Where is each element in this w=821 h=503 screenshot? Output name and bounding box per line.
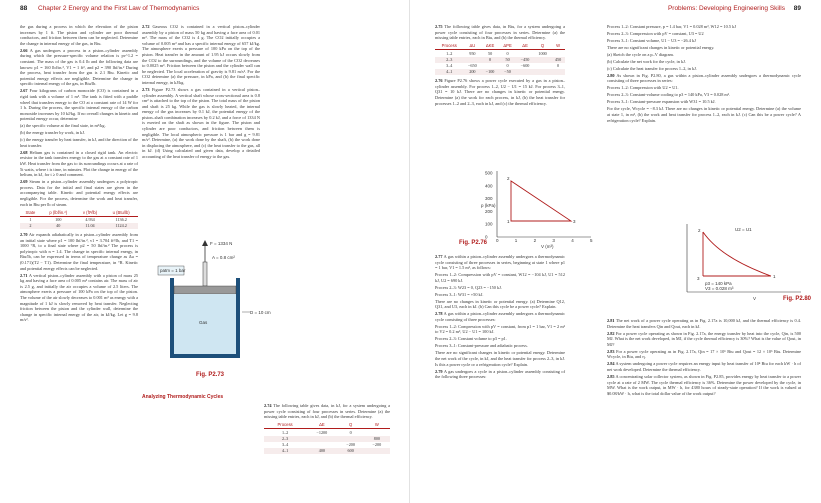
problem-paragraph (607, 31, 801, 37)
problem-text: Process 2–3: Constant-volume cooling to p3 = 140 kPa, V3 = 0.028 m³. (607, 92, 731, 98)
p276-y-tick: 0 (485, 234, 488, 240)
table-header-row (264, 422, 390, 429)
table-header-cell: v (ft³/lb) (76, 209, 105, 216)
table-row (435, 69, 565, 75)
table-cell: 0 (506, 50, 509, 56)
p280-xlabel: V (753, 296, 757, 301)
p276-y-tick: 300 (485, 196, 493, 202)
problem-text: the gas during a process in which the elevation of the piston increases by 1 ft. The piston and cylinder are poor thermal conductors, and friction between them can be neglected. Determine the change in internal energy of the gas, in Btu. (20, 24, 138, 46)
problem-number: 2.67 (20, 88, 28, 94)
table-cell (516, 50, 534, 57)
problem-number: 2.85 (607, 373, 615, 379)
left-column-2 (142, 24, 260, 161)
problem-number: 2.73 (142, 86, 150, 92)
problem-paragraph (435, 78, 565, 106)
table-header-cell: ΔPE (499, 43, 516, 50)
problem-list (20, 232, 138, 323)
right-column-2-lower (607, 318, 801, 398)
table-cell: −200 (372, 442, 382, 448)
table-cell: 100 (55, 217, 62, 223)
right-chapter-title: Problems: Developing Engineering Skills (667, 5, 785, 12)
problem-text: Process 3–1: Constant volume, U1 − U3 = −26.4 kJ (607, 37, 696, 43)
p276-y-tick: 400 (485, 183, 493, 189)
figure-caption-p2-73: Fig. P2.73 (196, 372, 225, 378)
problem-paragraph (607, 24, 801, 30)
problem-number: 2.66 (20, 47, 28, 53)
problem-list (264, 403, 390, 420)
problem-text: Air expands adiabatically in a piston–cylinder assembly from an initial state where p1 = 100 lbf/in.², v1 = 3.704 ft³/lb, and T1 = 1000 °R, to a final state where p2 = 50 lbf/in.² The process is polytropic with n = 1.4. The change in specific internal energy, in Btu/lb, can be expressed in terms of temperature change as Δu = (0.171)(T2 − T1). Determine the final temperature, in °R. Kinetic and potential energy effects can be neglected. (20, 232, 138, 271)
table-cell: 800 (364, 436, 390, 442)
table-header-cell: State (20, 209, 41, 216)
problem-list (142, 24, 260, 160)
cylinder-base (170, 354, 240, 358)
problem-text: Figure P2.73 shows a gas contained in a vertical piston–cylinder assembly. A vertical shaft whose cross-sectional area is 0.8 cm² is attached to the top of the piston. The total mass of the piston and shaft is 25 kg. While the gas is slowly heated, the internal energy of the gas increases by 0.1 kJ, the potential energy of the piston–shaft combination increases by 0.2 kJ, and a force of 1334 N is exerted on the shaft as shown in the figure. The piston and cylinder are poor conductors, and friction between them is negligible. The local atmospheric pressure is 1 bar and g = 9.81 m/s². Determine, (a) the work done by the shaft, (b) the work done in displacing the atmosphere, and (c) the heat transfer to the gas, all in kJ. (d) Using calculated and given data, develop a detailed accounting of the heat transfer of energy to the gas. (142, 86, 261, 160)
problem-text: There are no changes in kinetic or potential energy. (a) Determine Q12, Q31, and U3, each in kJ. (b) Can this cycle be a power cycle? Explain. (435, 298, 565, 310)
shaft (203, 262, 207, 286)
table-header-cell: Q (534, 43, 551, 50)
table-cell: 1124.2 (104, 223, 138, 229)
problem-paragraph (435, 350, 565, 367)
right-running-header (411, 5, 821, 17)
p276-xlabel: V (m³) (541, 244, 554, 249)
table-cell: −200 (346, 442, 355, 448)
table-cell: 2–3 (264, 436, 306, 442)
problem-text: Steam in a piston–cylinder assembly undergoes a polytropic process. Data for the initial and final states are given in the accompanying table. Kinetic and potential energy effects are negligible. For the process, determine the work and heat transfer, each in Btu per lb of steam. (20, 179, 138, 207)
problem-list (435, 78, 565, 106)
problem-paragraph (435, 369, 565, 380)
table-cell: 0 (349, 429, 352, 435)
p276-point-2: 2 (507, 176, 510, 181)
problem-paragraph (607, 106, 801, 123)
problem-paragraph (435, 324, 565, 335)
problem-paragraph (20, 24, 138, 46)
table-cell: 1 (29, 217, 32, 223)
problem-paragraph (607, 59, 801, 65)
figure-p2-73 (150, 238, 280, 378)
problem-paragraph (435, 254, 565, 271)
problem-paragraph (607, 85, 801, 91)
table-cell: 4–1 (435, 69, 464, 75)
table-cell: −1200 (316, 429, 328, 435)
problem-paragraph (607, 45, 801, 51)
patm-label: patm = 1 bar (160, 268, 186, 273)
cycle-table-2-74 (264, 422, 390, 454)
problem-text: Process 1–2: Compression with pV = constant, from p1 = 1 bar, V1 = 2 m³ to V2 = 0.2 m³, U2 − U1 = 100 kJ. (435, 323, 565, 335)
problem-paragraph (607, 99, 801, 105)
table-cell: 3–4 (446, 63, 453, 69)
table-cell: −600 (520, 63, 530, 69)
table-cell: 11.04 (76, 223, 105, 229)
p276-ylabel: p (kPa) (481, 203, 496, 208)
problem-paragraph (435, 292, 565, 298)
table-cell (534, 69, 551, 75)
table-cell: 1–2 (446, 50, 453, 56)
problem-text: Process 3–1: Constant-pressure expansion with W31 = 10.5 kJ. (607, 99, 716, 105)
problem-text: A system undergoing a power cycle requires an energy input by heat transfer of 10⁴ Btu for each kW · h of net work developed. Determine the thermal efficiency. (607, 361, 801, 372)
table-cell: −450 (516, 57, 534, 63)
right-column-1-lower (435, 254, 565, 381)
left-column-2-lower (142, 392, 260, 403)
cylinder-left-wall (170, 278, 174, 354)
table-header-cell: Q (338, 422, 364, 429)
p280-process-1-2 (703, 232, 771, 276)
table-header-row (20, 209, 138, 216)
table-cell: 600 (338, 448, 364, 454)
table-header-cell: ΔE (306, 422, 337, 429)
problem-text: Process 1–2: Constant pressure, p = 1.4 bar, V1 = 0.028 m³, W12 = 10.5 kJ (607, 24, 736, 29)
problem-number: 2.81 (607, 318, 615, 323)
p280-point-2: 2 (698, 228, 701, 233)
problem-text: For a power cycle operating as in Fig. 2.17a, Qin = 17 × 10⁶ Btu and Qout = 12 × 10⁶ Btu. Determine Wcycle, in Btu, and η. (607, 348, 802, 360)
problem-paragraph (607, 331, 801, 348)
problem-number: 2.80 (607, 72, 615, 78)
problem-text: Process 1–2: Compression with U2 = U1. (607, 85, 679, 91)
table-header-row (435, 43, 565, 50)
left-running-header (0, 5, 409, 17)
table-cell: 0 (557, 63, 560, 69)
p276-tick-labels (485, 171, 593, 244)
table-header-cell: Process (264, 422, 306, 429)
p276-y-tick: 200 (485, 208, 493, 214)
table-cell: 0 (506, 63, 509, 69)
p276-x-tick: 3 (552, 238, 555, 243)
table-header-cell: ΔU (464, 43, 482, 50)
problem-paragraph (20, 48, 138, 87)
problem-number: 2.77 (435, 254, 443, 259)
problem-paragraph (20, 130, 138, 136)
p276-x-tick: 2 (533, 238, 537, 243)
problem-text: (a) Sketch the cycle on a p–V diagram. (607, 51, 674, 57)
problem-paragraph (607, 349, 801, 360)
problem-text: For the cycle, Wcycle = −8.3 kJ. There are no changes in kinetic or potential energy. Determine (a) the volume at state 1, in m³, (b) the work and heat transfer for process 1–2, each in kJ. (c) Can this be a power cycle? A refrigeration cycle? Explain. (607, 106, 801, 123)
problem-text: A gas within a piston–cylinder assembly undergoes a thermodynamic cycle consisting of three processes in series, beginning at state 1 where p1 = 1 bar, V1 = 1.5 m³, as follows: (435, 254, 565, 271)
problem-paragraph (607, 318, 801, 329)
table-row (20, 223, 138, 229)
table-cell: 4.934 (85, 217, 95, 223)
section-heading: Analyzing Thermodynamic Cycles (142, 394, 224, 400)
problem-number: 2.72 (142, 24, 150, 29)
table-cell: 2 (20, 223, 41, 229)
problem-text: (c) the energy transfer by heat transfer, in kJ, and the direction of the heat transfer. (20, 137, 138, 148)
problem-text: Process 3–1: Constant-pressure and adiabatic process. (435, 343, 528, 349)
problem-number: 2.84 (607, 361, 615, 367)
problem-text: A concentrating solar collector system, as shown in Fig. P2.85, provides energy by heat transfer to a power cycle at a rate of 2 MW. The cycle thermal efficiency is 36%. Determine the power developed by the cycle, in MW. What is the work output, in MW · h, for 4380 hours of steady-state operation? If the work is valued at $0.08/kW · h, what is the total dollar value of the work output? (607, 373, 802, 396)
problem-number: 2.68 (20, 149, 28, 155)
p276-x-tick: 1 (514, 238, 518, 243)
table-cell: 4–1 (264, 448, 306, 454)
problem-paragraph (435, 285, 565, 291)
figure-p2-76 (481, 165, 601, 250)
table-cell: 950 (469, 50, 476, 56)
area-label: A = 0.8 cm² (212, 255, 235, 260)
table-header-cell: p (lbf/in.²) (41, 209, 76, 216)
problem-number: 2.78 (435, 311, 443, 317)
table-body (435, 50, 565, 75)
problem-paragraph (264, 403, 390, 420)
problem-text: Process 2–3: Compression with pV = constant, U3 = U2 (607, 30, 704, 36)
p276-x-tick: 5 (590, 238, 593, 243)
problem-paragraph (142, 24, 260, 86)
problem-text: (a) the specific volume at the final state, in m³/kg. (20, 123, 106, 129)
table-header-cell: u (Btu/lb) (104, 209, 138, 216)
table-cell (364, 448, 390, 454)
right-column-1 (435, 24, 565, 107)
problem-text: A gas undergoes a cycle in a piston–cylinder assembly consisting of the following three processes: (435, 368, 565, 380)
table-header-cell: ΔKE (481, 43, 499, 50)
problem-text: Four kilograms of carbon monoxide (CO) is contained in a rigid tank with a volume of 1 m³. The tank is fitted with a paddle wheel that transfers energy to the CO at a constant rate of 14 W for 1 h. During the process, the specific internal energy of the carbon monoxide increases by 10 kJ/kg. If no overall changes in kinetic and potential energy occur, determine (20, 88, 138, 122)
problem-list (607, 318, 801, 396)
left-column-3-lower (264, 403, 390, 457)
table-cell: −650 (468, 63, 477, 69)
problem-paragraph (435, 311, 565, 322)
problem-list (435, 254, 565, 380)
problem-paragraph (607, 66, 801, 72)
problem-text: Process 2–3: Constant volume to p3 = p1. (435, 336, 507, 342)
p280-top-label: U2 = U1 (735, 227, 752, 232)
problem-list (20, 24, 138, 207)
table-cell: 1136.2 (115, 217, 127, 223)
problem-number: 2.83 (607, 348, 615, 354)
p280-bottom-label-2: V3 = 0.028 m³ (705, 286, 734, 291)
table-cell: 0 (481, 57, 499, 63)
problem-paragraph (435, 272, 565, 283)
problem-text: A gas within a piston–cylinder assembly undergoes a thermodynamic cycle consisting of three processes: (435, 311, 565, 322)
problem-paragraph (607, 38, 801, 44)
problem-text: The net work of a power cycle operating as in Fig. 2.17a is 10,000 kJ, and the thermal efficiency is 0.4. Determine the heat transfers Qin and Qout, each in kJ. (607, 318, 802, 329)
problem-number: 2.71 (20, 272, 28, 278)
table-cell: 50 (499, 57, 516, 63)
left-column-1 (20, 24, 138, 324)
problem-text: The following table gives data, in Btu, for a system undergoing a power cycle consisting of four processes in series. Determine (a) the missing table entries, each in Btu, and (b) the thermal efficiency. (435, 24, 565, 41)
problem-text: Figure P2.76 shows a power cycle executed by a gas in a piston–cylinder assembly. For process 1–2, U2 − U1 = 15 kJ. For process 3–1, Q31 = 10 kJ. There are no changes in kinetic or potential energy. Determine (a) the work for each process, in kJ, (b) the heat transfer for processes 1–2 and 2–3, each in kJ, and (c) the thermal efficiency. (435, 78, 566, 106)
gas-label: Gas (199, 320, 208, 325)
problem-text: Helium gas is contained in a closed rigid tank. An electric resistor in the tank transfers energy to the gas at a constant rate of 1 kW. Heat transfer from the gas to its surroundings occurs at a rate of 5t watts, where t is time, in minutes. Plot the change in energy of the helium, in kJ, for t ≥ 0 and comment. (20, 149, 138, 178)
problem-number: 2.82 (607, 330, 615, 336)
left-chapter-title: Chapter 2 Energy and the First Law of Thermodynamics (38, 5, 200, 12)
right-column-2 (607, 24, 801, 125)
problem-paragraph (20, 232, 138, 271)
problem-paragraph (435, 24, 565, 41)
p280-bottom-label-1: p3 = 140 kPa (705, 281, 732, 286)
problem-number: 2.69 (20, 179, 28, 185)
cylinder-right-wall (236, 278, 240, 354)
table-cell (516, 69, 534, 75)
problem-paragraph (20, 123, 138, 129)
p276-point-3: 3 (573, 219, 576, 224)
figure-p2-80 (681, 222, 806, 302)
table-cell: 450 (551, 57, 565, 63)
problem-paragraph (607, 361, 801, 372)
p280-point-3: 3 (697, 276, 700, 281)
problem-list (607, 24, 801, 123)
problem-text: The following table gives data, in kJ, for a system undergoing a power cycle consisting of four processes in series. Determine (a) the missing table entries, each in kJ, and (b) the thermal efficiency. (264, 403, 391, 420)
table-cell (364, 429, 390, 436)
table-cell: 40 (41, 223, 76, 229)
force-arrow-head (202, 240, 208, 246)
table-cell: 3–4 (281, 442, 289, 448)
table-cell: −50 (499, 69, 516, 75)
problem-text: Process 1–2: Compression with pV = constant, W12 = −104 kJ, U1 = 512 kJ, U2 = 690 kJ. (435, 272, 565, 283)
problem-text: A vertical piston–cylinder assembly with a piston of mass 25 kg and having a face area of 0.005 m² contains air. The mass of air is 2.5 g, and initially the air occupies a volume of 2.5 liters. The atmosphere exerts a pressure of 100 kPa on the top of the piston. The volume of the air slowly decreases to 0.001 m³ as energy with a magnitude of 1 kJ is slowly removed by heat transfer. Neglecting friction between the piston and the cylinder wall, determine the change in specific internal energy of the air, in kJ/kg. Let g = 9.8 m/s². (20, 272, 138, 323)
problem-text: For a power cycle operating as shown in Fig. 2.17a, the energy transfer by heat into the cycle, Qin, is 500 MJ. What is the net work developed, in MJ, if the cycle thermal efficiency is 30%? What is the value of Qout, in MJ? (607, 330, 801, 347)
table-header-cell: ΔE (516, 43, 534, 50)
problem-text: Gaseous CO2 is contained in a vertical piston–cylinder assembly by a piston of mass 50 kg and having a face area of 0.01 m². The mass of the CO2 is 4 g. The CO2 initially occupies a volume of 0.005 m³ and has a specific internal energy of 657 kJ/kg. The atmosphere exerts a pressure of 100 kPa on the top of the piston. Heat transfer in the amount of 1.95 kJ occurs slowly from the CO2 to the surroundings, and the volume of the CO2 decreases to 0.0025 m³. Friction between the piston and the cylinder wall can be neglected. The local acceleration of gravity is 9.81 m/s². For the CO2 determine (a) the pressure, in kPa, and (b) the final specific internal energy, in kJ/kg. (142, 24, 260, 85)
table-cell: 1000 (538, 50, 547, 56)
p276-point-1: 1 (507, 219, 510, 224)
problem-list (435, 24, 565, 41)
table-cell: −100 (481, 69, 499, 75)
p276-x-tick: 4 (571, 238, 574, 243)
left-page-number: 88 (20, 5, 28, 12)
diameter-label: D = 10 cm (250, 310, 271, 315)
table-cell: 1–2 (281, 429, 289, 435)
problem-text: (c) Calculate the heat transfer for process 1–2, in kJ. (607, 65, 697, 71)
problem-paragraph (142, 87, 260, 160)
problem-text: A gas undergoes a process in a piston–cylinder assembly during which the pressure-specific volume relation is pv^1.2 = constant. The mass of the gas is 0.4 lb and the following data are known: p1 = 160 lbf/in.², V1 = 1 ft³, and p2 = 390 lbf/in.² During the process, heat transfer from the gas is 2.1 Btu. Kinetic and potential energy effects are negligible. Determine the change in specific internal energy of the gas, in Btu/lb. (20, 47, 138, 87)
steam-data-table (20, 209, 138, 229)
table-header-cell: W (364, 422, 390, 429)
figure-caption-p2-80: Fig. P2.80 (783, 296, 812, 302)
table-header-cell: Process (435, 43, 464, 50)
left-page (0, 0, 410, 503)
p276-y-tick: 500 (485, 170, 493, 176)
table-row (435, 50, 565, 57)
problem-paragraph (20, 273, 138, 323)
table-cell: 200 (464, 69, 482, 75)
table-cell (551, 50, 565, 57)
problem-paragraph (607, 52, 801, 58)
problem-text: (b) Calculate the net work for the cycle, in kJ. (607, 58, 686, 64)
problem-number: 2.74 (264, 403, 272, 408)
problem-paragraph (20, 137, 138, 148)
problem-text: Process 2–3: W23 = 0, Q23 = −150 kJ. (435, 284, 502, 290)
table-cell (551, 69, 565, 75)
table-body (20, 216, 138, 229)
table-cell: 400 (306, 448, 337, 454)
problem-paragraph (607, 374, 801, 396)
p276-cycle-path (511, 181, 571, 221)
problem-text: There are no significant changes in kinetic or potential energy. Determine the net work of the cycle, in kJ, and the heat transfer for process 2–3, in kJ. Is this a power cycle or a refrigeration cycle? Explain. (435, 350, 565, 367)
table-cell: 2–3 (435, 57, 464, 63)
p276-x-tick: 0 (496, 238, 499, 243)
table-cell: 50 (487, 50, 493, 56)
problem-paragraph (435, 343, 565, 349)
problem-paragraph (435, 299, 565, 310)
problem-number: 2.79 (435, 368, 443, 374)
right-page (411, 0, 821, 503)
problem-text: There are no significant changes in kinetic or potential energy. (607, 44, 715, 50)
right-page-number: 89 (793, 5, 801, 12)
problem-number: 2.76 (435, 78, 443, 84)
piston (174, 286, 236, 294)
problem-paragraph (20, 150, 138, 178)
problem-text: (b) the energy transfer by work, in kJ. (20, 130, 85, 136)
table-body (264, 429, 390, 454)
p276-y-tick: 100 (485, 221, 493, 227)
problem-text: Process 3–1: W31 = +50 kJ. (435, 291, 484, 297)
table-header-cell: W (551, 43, 565, 50)
problem-number: 2.75 (435, 24, 443, 29)
table-row (264, 429, 390, 436)
problem-paragraph (607, 92, 801, 98)
figure-caption-p2-76: Fig. P2.76 (459, 240, 488, 246)
problem-number: 2.70 (20, 232, 28, 238)
p280-point-1: 1 (773, 274, 776, 279)
problem-text: As shown in Fig. P2.80, a gas within a piston–cylinder assembly undergoes a thermodynamic cycle consisting of three processes in series: (607, 72, 802, 84)
problem-paragraph (20, 88, 138, 122)
table-row (264, 448, 390, 454)
cycle-table-2-75 (435, 43, 565, 75)
problem-paragraph (20, 179, 138, 207)
table-row (20, 216, 138, 223)
force-label: F = 1334 N (210, 241, 233, 246)
problem-paragraph (435, 336, 565, 342)
problem-paragraph (607, 73, 801, 84)
